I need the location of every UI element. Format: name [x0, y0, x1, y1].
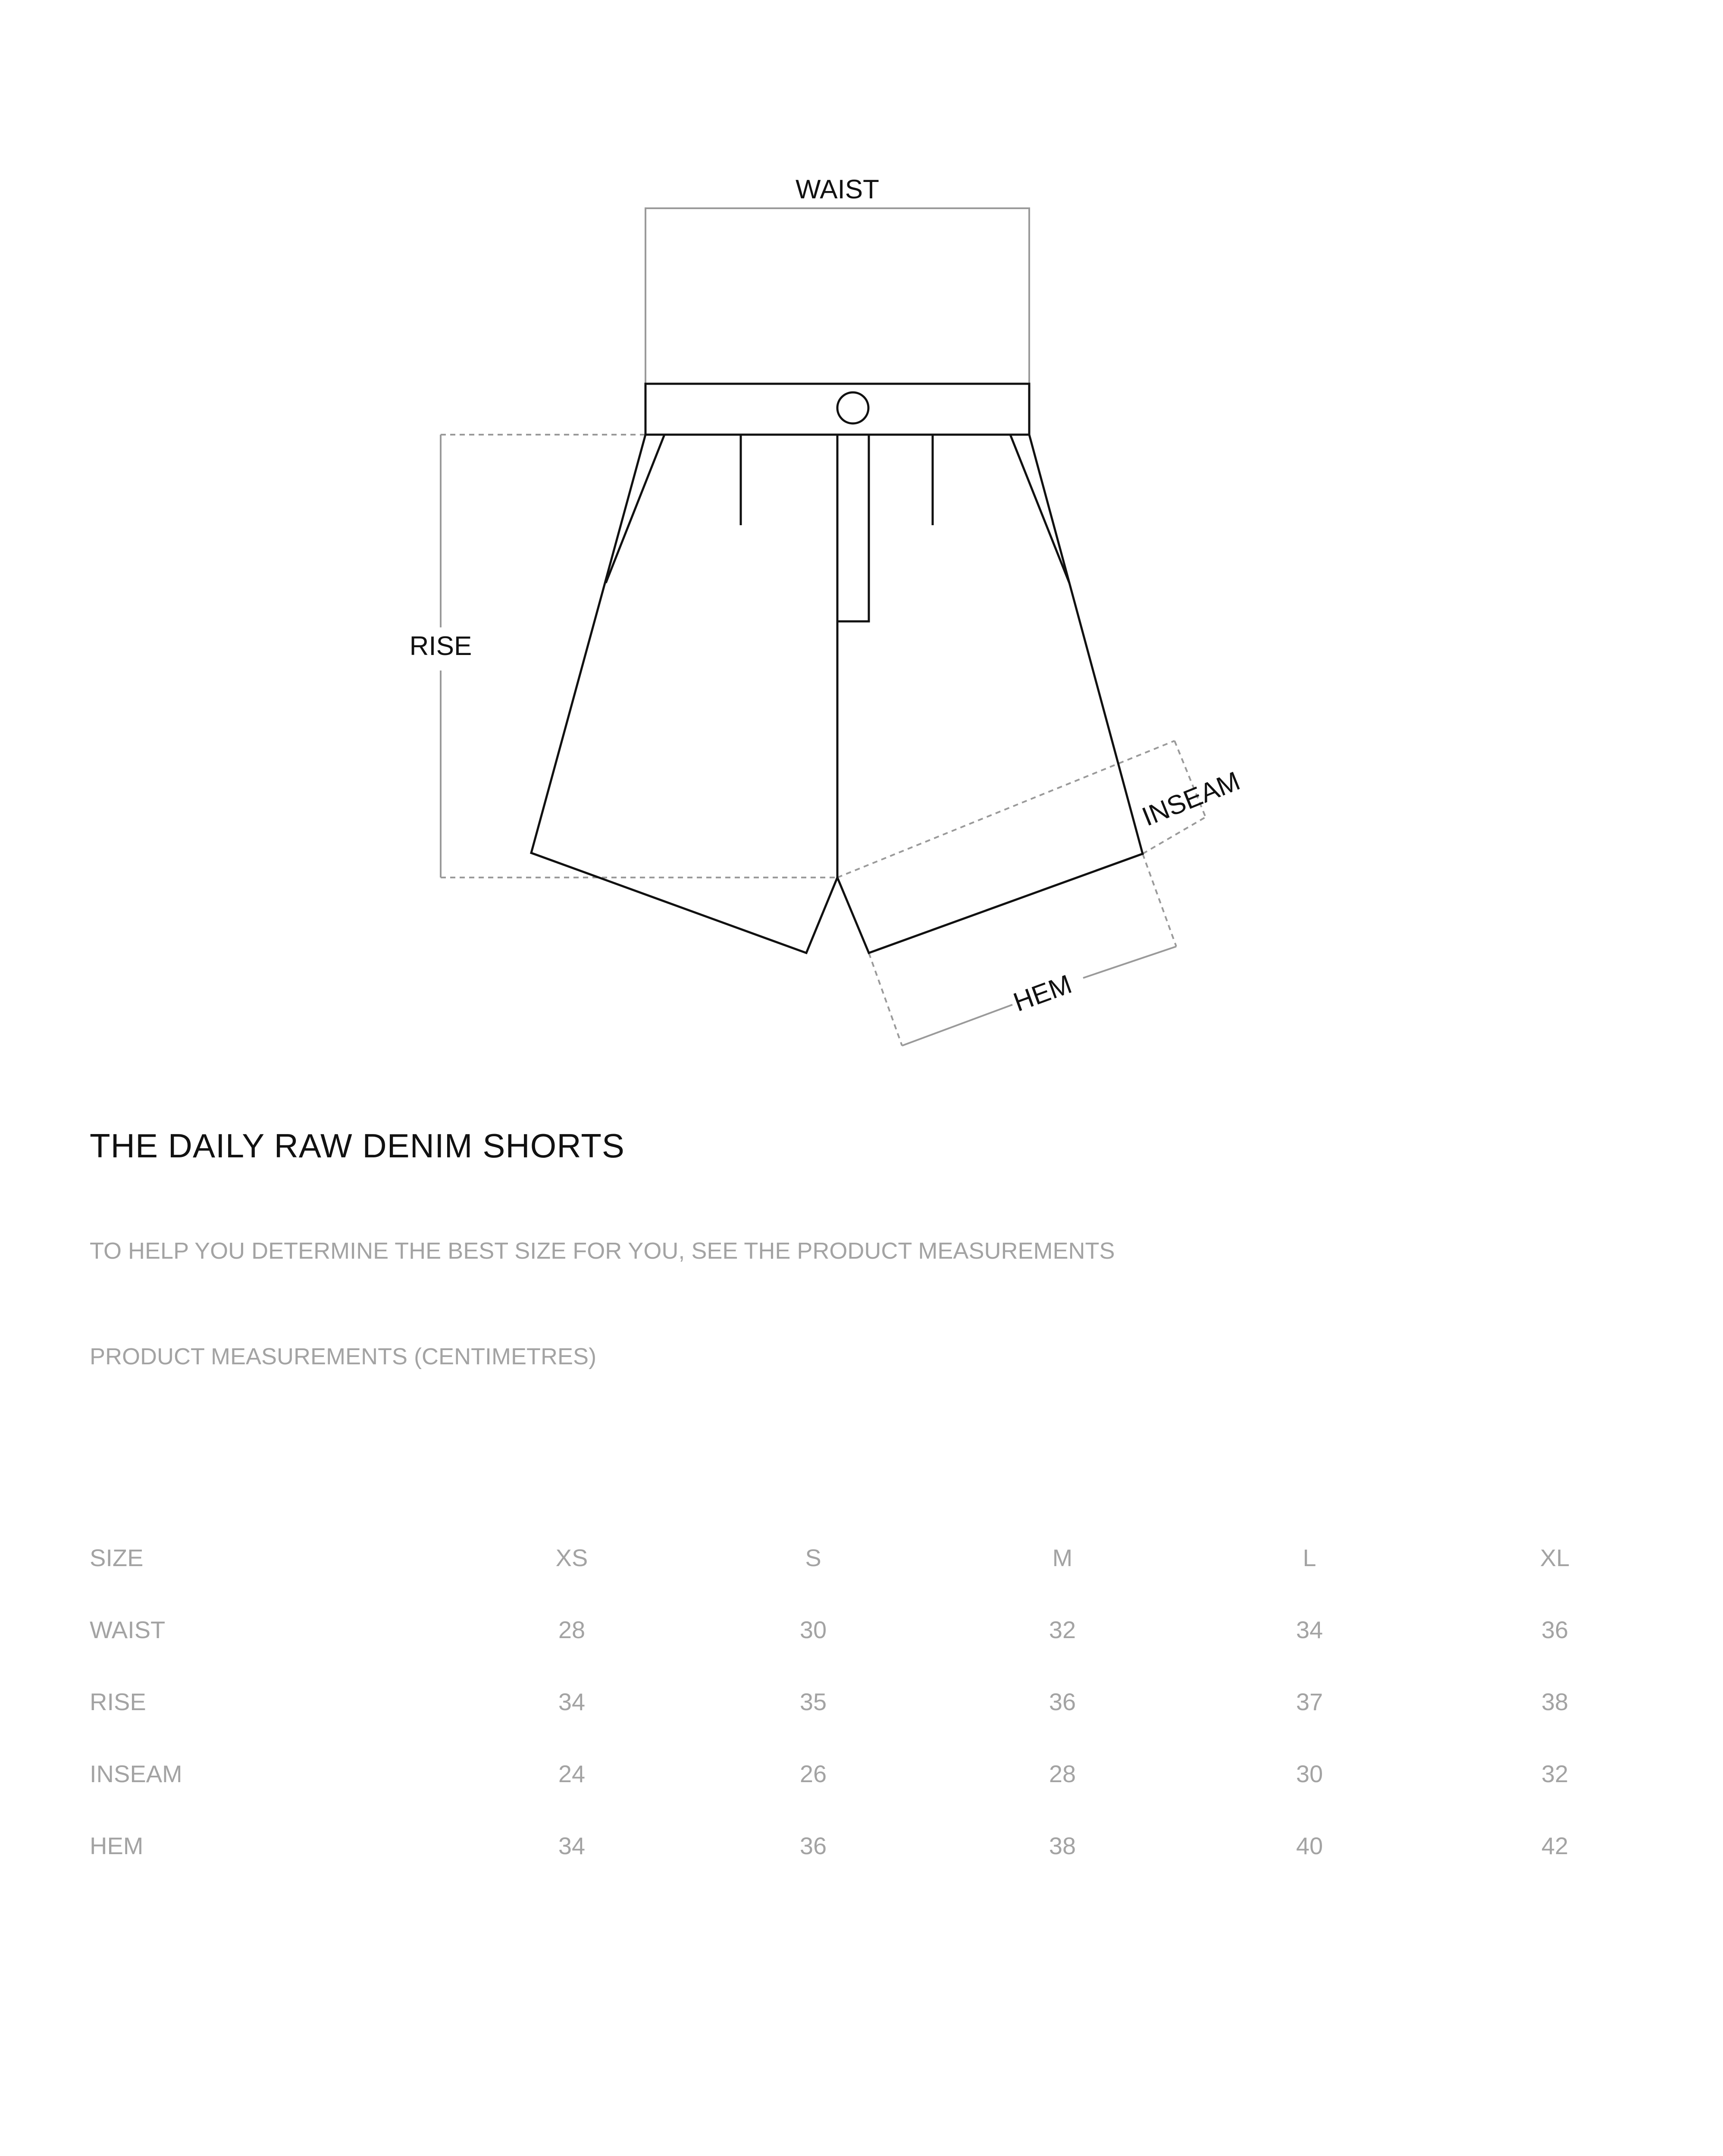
table-cell: 32: [1049, 1616, 1076, 1643]
table-row-label: SIZE: [90, 1544, 144, 1571]
table-cell: 30: [1296, 1760, 1323, 1787]
button-icon: [837, 392, 868, 423]
hem-guide: [869, 854, 1176, 1046]
table-cell: 36: [1541, 1616, 1569, 1643]
hem-label: HEM: [1009, 969, 1076, 1018]
right-pocket: [1010, 435, 1069, 583]
table-cell: 32: [1541, 1760, 1569, 1787]
table-row: [0, 1616, 1723, 1688]
table-row: [0, 1688, 1723, 1760]
shorts-outline: [531, 384, 1143, 953]
table-row-label: INSEAM: [90, 1760, 182, 1787]
waist-guide: [645, 208, 1029, 384]
table-cell: 26: [799, 1760, 827, 1787]
size-table: [0, 1544, 1723, 1904]
rise-label: RISE: [409, 631, 472, 661]
table-row: [0, 1760, 1723, 1832]
measurements-heading: PRODUCT MEASUREMENTS (CENTIMETRES): [90, 1344, 597, 1369]
size-column-header: L: [1303, 1544, 1316, 1571]
table-cell: 35: [799, 1688, 827, 1715]
table-row: [0, 1832, 1723, 1904]
table-cell: 38: [1541, 1688, 1569, 1715]
table-cell: 34: [558, 1832, 586, 1859]
size-column-header: M: [1052, 1544, 1073, 1571]
table-cell: 36: [799, 1832, 827, 1859]
size-column-header: XL: [1540, 1544, 1570, 1571]
inseam-label: INSEAM: [1138, 766, 1244, 832]
table-cell: 38: [1049, 1832, 1076, 1859]
table-row-label: HEM: [90, 1832, 144, 1859]
size-column-header: XS: [555, 1544, 588, 1571]
waist-label: WAIST: [795, 175, 880, 204]
intro-text: TO HELP YOU DETERMINE THE BEST SIZE FOR YOU, SEE THE PRODUCT MEASUREMENTS: [90, 1238, 1115, 1264]
table-cell: 40: [1296, 1832, 1323, 1859]
table-row-label: RISE: [90, 1688, 146, 1715]
table-cell: 28: [558, 1616, 586, 1643]
fly: [837, 435, 869, 621]
table-cell: 28: [1049, 1760, 1076, 1787]
table-cell: 36: [1049, 1688, 1076, 1715]
left-pocket: [606, 435, 664, 583]
table-row-label: WAIST: [90, 1616, 166, 1643]
table-header-row: [0, 1544, 1723, 1616]
table-cell: 34: [558, 1688, 586, 1715]
page-title: THE DAILY RAW DENIM SHORTS: [90, 1127, 625, 1165]
table-cell: 30: [799, 1616, 827, 1643]
table-cell: 37: [1296, 1688, 1323, 1715]
size-column-header: S: [805, 1544, 821, 1571]
table-cell: 42: [1541, 1832, 1569, 1859]
table-cell: 24: [558, 1760, 586, 1787]
table-cell: 34: [1296, 1616, 1323, 1643]
